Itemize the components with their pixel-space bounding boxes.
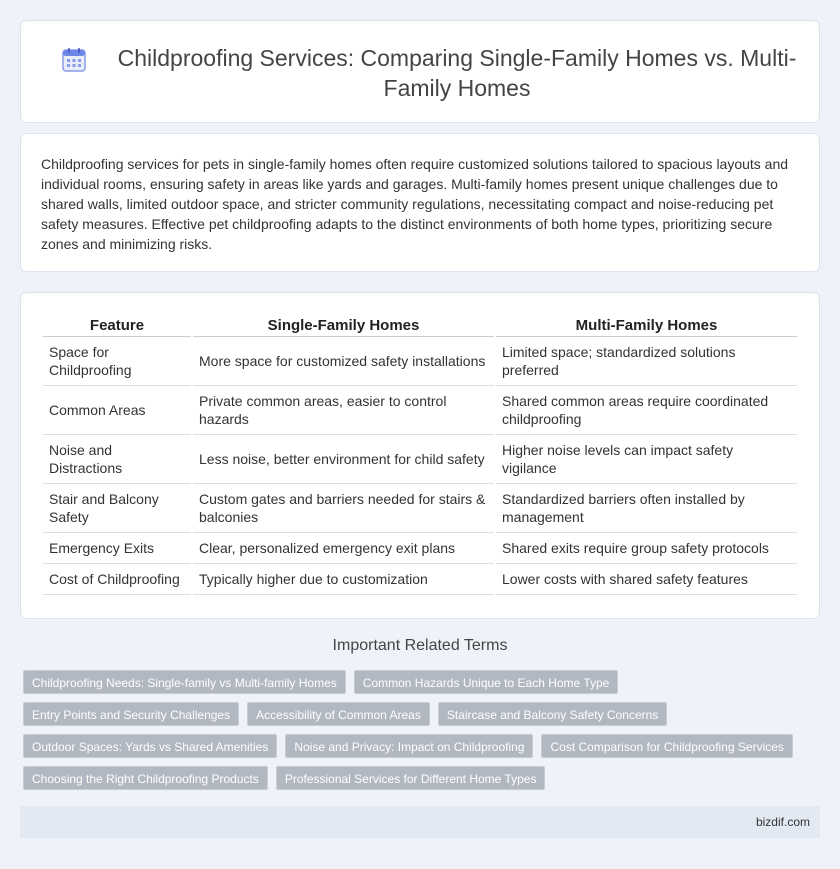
- table-cell: Custom gates and barriers needed for stairs & balconies: [193, 484, 494, 533]
- comparison-table: [41, 315, 799, 595]
- table-cell: Common Areas: [43, 386, 191, 435]
- table-row: [43, 564, 797, 595]
- table-cell: Higher noise levels can impact safety vigilance: [496, 435, 797, 484]
- tag-link[interactable]: Entry Points and Security Challenges: [23, 702, 239, 726]
- table-row: [43, 337, 797, 386]
- tag-link[interactable]: Choosing the Right Childproofing Products: [23, 766, 268, 790]
- table-cell: Shared exits require group safety protocols: [496, 533, 797, 564]
- table-cell: Shared common areas require coordinated childproofing: [496, 386, 797, 435]
- header-card: [20, 20, 820, 123]
- table-cell: Lower costs with shared safety features: [496, 564, 797, 595]
- table-cell: Space for Childproofing: [43, 337, 191, 386]
- table-cell: Standardized barriers often installed by management: [496, 484, 797, 533]
- tag-link[interactable]: Professional Services for Different Home Types: [276, 766, 546, 790]
- related-terms-tags: [23, 670, 803, 790]
- intro-card: [20, 133, 820, 272]
- header-multi-family: Multi-Family Homes: [496, 315, 797, 337]
- related-terms-title: Important Related Terms: [332, 637, 508, 654]
- footer-site-link[interactable]: bizdif.com: [755, 815, 810, 829]
- comparison-card: [20, 292, 820, 619]
- table-row: [43, 484, 797, 533]
- tag-link[interactable]: Noise and Privacy: Impact on Childproofing: [285, 734, 533, 758]
- table-row: [43, 386, 797, 435]
- tag-link[interactable]: Common Hazards Unique to Each Home Type: [354, 670, 619, 694]
- table-cell: Cost of Childproofing: [43, 564, 191, 595]
- tag-link[interactable]: Childproofing Needs: Single-family vs Multi-family Homes: [23, 670, 346, 694]
- table-row: [43, 533, 797, 564]
- header-feature: Feature: [43, 315, 191, 337]
- intro-paragraph: Childproofing services for pets in single-family homes often require customized solutions tailored to spacious layouts and individual rooms, ensuring safety in areas like yards and garages. Multi-family homes present unique challenges due to shared walls, limited outdoor space, and stricter community regulations, necessitating compact and noise-reducing pet safety measures. Effective pet childproofing adapts to the distinct environments of both home types, prioritizing secure zones and minimizing risks.: [41, 156, 789, 252]
- header-single-family: Single-Family Homes: [193, 315, 494, 337]
- table-cell: Emergency Exits: [43, 533, 191, 564]
- table-cell: Less noise, better environment for child safety: [193, 435, 494, 484]
- tag-link[interactable]: Accessibility of Common Areas: [247, 702, 430, 726]
- table-cell: Clear, personalized emergency exit plans: [193, 533, 494, 564]
- table-cell: Noise and Distractions: [43, 435, 191, 484]
- page-title: Childproofing Services: Comparing Single-Family Homes vs. Multi-Family Homes: [117, 45, 797, 101]
- footer: [20, 806, 820, 838]
- table-cell: Private common areas, easier to control hazards: [193, 386, 494, 435]
- table-cell: Stair and Balcony Safety: [43, 484, 191, 533]
- tag-link[interactable]: Cost Comparison for Childproofing Services: [541, 734, 792, 758]
- tag-link[interactable]: Outdoor Spaces: Yards vs Shared Amenities: [23, 734, 277, 758]
- calendar-icon: [61, 47, 87, 73]
- table-row: [43, 435, 797, 484]
- table-cell: Limited space; standardized solutions preferred: [496, 337, 797, 386]
- table-cell: More space for customized safety installations: [193, 337, 494, 386]
- table-header-row: [43, 315, 797, 337]
- tag-link[interactable]: Staircase and Balcony Safety Concerns: [438, 702, 667, 726]
- table-cell: Typically higher due to customization: [193, 564, 494, 595]
